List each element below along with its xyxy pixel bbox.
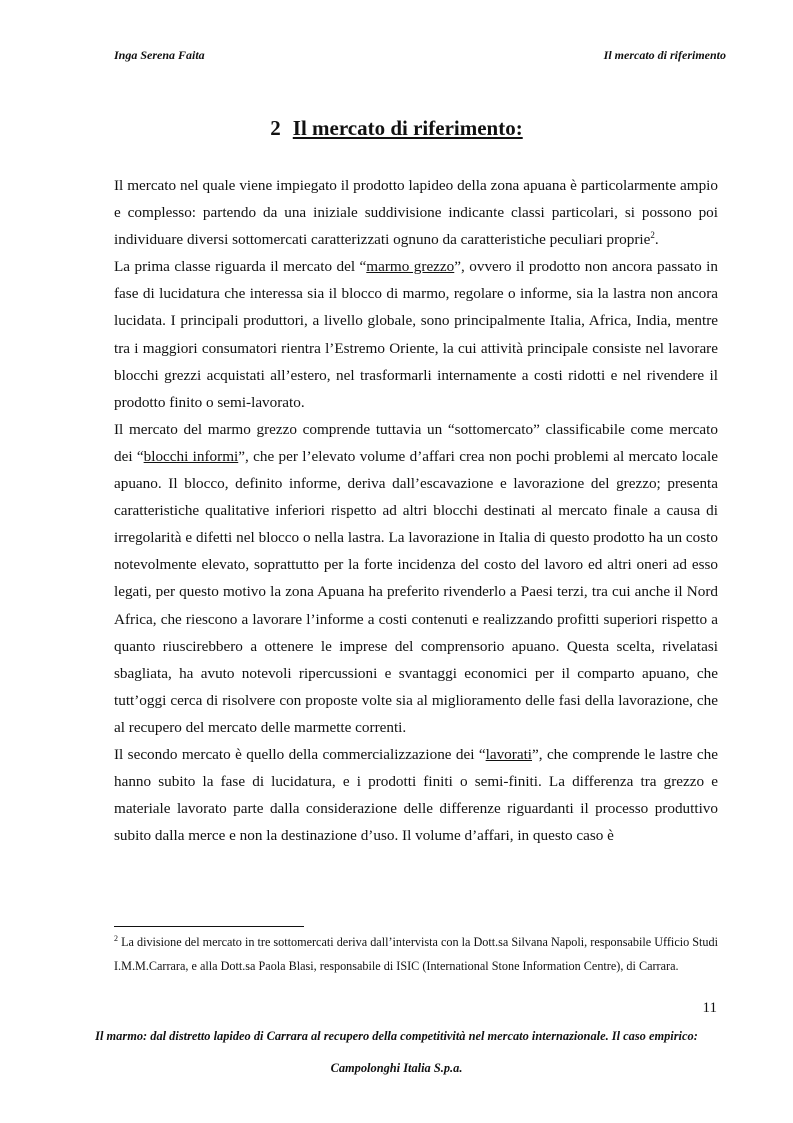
running-header-author: Inga Serena Faita	[114, 48, 205, 62]
paragraph-3: Il mercato del marmo grezzo comprende tuttavia un “sottomercato” classificabile come mercato dei “blocchi informi”, che per l’elevato volume d’affari crea non pochi problemi al mercato locale apuano. Il blocco, definito informe, deriva dall’escavazione e lavorazione del grezzo; presenta caratteristiche qualitative inferiori rispetto ad altri blocchi destinati al mercato finale a causa di irregolarità e difetti nel blocco o nella lastra. La lavorazione in Italia di questo prodotto ha un costo notevolmente elevato, soprattutto per la forte incidenza del costo del lavoro ed altri oneri ad esso legati, per questo motivo la zona Apuana ha preferito rivenderlo a Paesi terzi, tra cui anche il Nord Africa, che riescono a lavorare l’informe a costi contenuti e realizzando profitti superiori rispetto a quanto riuscirebbero a ottenere le imprese del comprensorio apuano. Questa scelta, rivelatasi sbagliata, ha avuto notevoli ripercussioni e svantaggi economici per il comparto apuano, che tutt’oggi cerca di risolvere con proposte volte sia al miglioramento delle fasi della lavorazione, che al recupero del mercato delle marmette correnti.	[114, 420, 719, 736]
term-marmo-grezzo: marmo grezzo	[366, 258, 455, 276]
term-lavorati: lavorati	[485, 745, 533, 763]
chapter-title	[0, 116, 793, 141]
chapter-number: 2	[270, 116, 281, 140]
footnote-number: 2	[114, 934, 118, 943]
footer-line-2: Campolonghi Italia S.p.a.	[330, 1061, 463, 1075]
running-header-section: Il mercato di riferimento	[603, 48, 726, 62]
footnote-divider	[114, 926, 304, 927]
body-text	[114, 172, 718, 849]
paragraph-4: Il secondo mercato è quello della commercializzazione dei “lavorati”, che comprende le lastre che hanno subito la fase di lucidatura, e i prodotti finiti o semi-finiti. La differenza tra grezzo e materiale lavorato parte dalla considerazione delle differenze riguardanti il processo produttivo subito dalla merce e non la destinazione d’uso. Il volume d’affari, in questo caso è	[114, 745, 718, 845]
footnote-ref[interactable]: 2	[650, 230, 655, 241]
footer-line-1: Il marmo: dal distretto lapideo di Carrara al recupero della competitività nel mercato internazionale. Il caso empirico:	[95, 1029, 698, 1043]
paragraph-1: Il mercato nel quale viene impiegato il prodotto lapideo della zona apuana è particolarmente ampio e complesso: partendo da una iniziale suddivisione indicante classi particolari, si possono poi individuare diversi sottomercati caratterizzati ognuno da caratteristiche peculiari proprie$^2$.	[114, 177, 718, 249]
page-number: 11	[702, 1000, 717, 1016]
chapter-title-text: Il mercato di riferimento:	[292, 116, 523, 140]
footnote	[114, 930, 718, 978]
running-footer	[40, 1020, 753, 1084]
footnote-text: La divisione del mercato in tre sottomercati deriva dall’intervista con la Dott.sa Silvana Napoli, responsabile Ufficio Studi I.M.M.Carrara, e alla Dott.sa Paola Blasi, responsabile di ISIC (International Stone Information Centre), di Carrara.	[114, 935, 718, 973]
paragraph-2: La prima classe riguarda il mercato del “marmo grezzo”, ovvero il prodotto non ancora passato in fase di lucidatura che interessa sia il blocco di marmo, regolare o informe, sia la lastra non ancora lucidata. I principali produttori, a livello globale, sono principalmente Italia, Africa, India, mentre tra i maggiori consumatori rientra l’Estremo Oriente, la cui attività principale consiste nel lavorare blocchi grezzi acquistati all’estero, nel trasformarli internamente a costi ridotti e nel rivendere il prodotto finito o semi-lavorato.	[114, 258, 718, 411]
term-blocchi-informi: blocchi informi	[143, 447, 239, 465]
